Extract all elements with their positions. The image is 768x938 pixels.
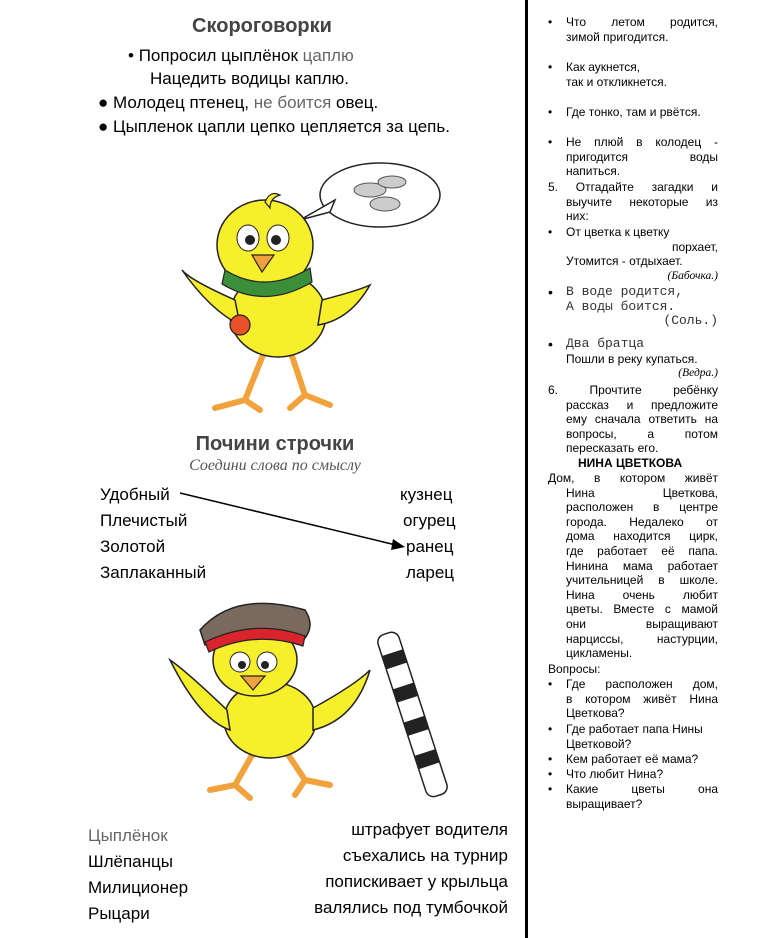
question-5 xyxy=(548,782,718,811)
riddle-3-line2: Пошли в реку купаться. xyxy=(566,351,698,366)
bullet: • xyxy=(128,46,134,65)
riddle-1 xyxy=(548,225,718,283)
question-3 xyxy=(548,752,718,767)
match-right-3: ранец xyxy=(406,537,454,556)
story-line: Нина очень любит xyxy=(566,587,718,602)
task-6-line2: рассказ и предложите xyxy=(566,397,718,412)
page-title: Скороговорки xyxy=(192,15,332,37)
match-left-2: Плечистый xyxy=(100,511,188,530)
riddle-2-answer: (Соль.) xyxy=(663,313,718,329)
twister-1-gray-word: цаплю xyxy=(302,46,354,65)
task-6-line4: вопросы, а потом xyxy=(566,426,718,441)
question-1-line3: Цветкова? xyxy=(566,706,625,721)
story-title: НИНА ЦВЕТКОВА xyxy=(578,456,683,470)
task-5-line2: выучите некоторые из xyxy=(566,194,718,209)
riddle-2-line2: А воды боится. xyxy=(566,298,676,314)
bullet: • xyxy=(548,336,553,352)
riddle-1-line2: порхает, xyxy=(671,239,718,254)
chick-policeman-illustration xyxy=(165,590,475,805)
bullet: • xyxy=(548,60,553,74)
proverb-3 xyxy=(548,105,718,120)
bullet: • xyxy=(548,284,553,300)
column-divider xyxy=(525,0,528,938)
bullet: • xyxy=(548,677,553,691)
bottom-left-1: Цыплёнок xyxy=(88,826,168,845)
question-1-line2: в котором живёт Нина xyxy=(566,691,718,706)
bullet: • xyxy=(548,782,553,796)
bullet: • xyxy=(548,105,553,119)
section-title-fix-lines: Почини строчки xyxy=(195,433,355,455)
question-2-line1: Где работает папа Нины xyxy=(566,722,703,736)
question-3-line1: Кем работает её мама? xyxy=(566,752,699,766)
question-1-line1: Где расположен дом, xyxy=(566,677,718,691)
bottom-right-2: съехались на турнир xyxy=(342,846,508,865)
riddle-3-answer: (Ведра.) xyxy=(678,367,718,380)
story-line: цикламены. xyxy=(566,646,633,661)
bottom-left-3: Милиционер xyxy=(88,878,189,897)
question-4-line1: Что любит Нина? xyxy=(566,767,664,781)
chick-illustration xyxy=(170,160,450,420)
question-2 xyxy=(548,722,718,751)
proverb-4-line2: пригодится воды xyxy=(566,149,718,164)
riddle-3 xyxy=(548,337,718,381)
task-5-line3: них: xyxy=(566,209,589,224)
bottom-left-4: Рыцари xyxy=(88,904,150,923)
task-6-line3: ему сначала ответить на xyxy=(566,412,718,427)
twister-3-text: Цыпленок цапли цепко цепляется за цепь. xyxy=(113,117,450,136)
twister-1-line2: Нацедить водицы каплю. xyxy=(150,69,350,88)
match-left-1: Удобный xyxy=(100,485,170,504)
proverb-4-line3: напиться. xyxy=(566,164,621,179)
question-5-line1: Какие цветы она xyxy=(566,782,718,796)
match-right-1: кузнец xyxy=(400,485,453,504)
bullet: • xyxy=(548,722,553,736)
story-line: нарциссы, настурции, xyxy=(566,631,718,646)
riddle-1-line1: От цветка к цветку xyxy=(566,225,670,239)
bottom-right-1: штрафует водителя xyxy=(351,820,508,839)
bullet: • xyxy=(548,767,553,781)
story-line: Нина Цветкова, xyxy=(566,485,718,500)
riddle-2-line1: В воде родится, xyxy=(566,284,684,299)
task-6-line5: пересказать его. xyxy=(566,441,659,456)
match-left-4: Заплаканный xyxy=(100,563,207,582)
bullet: • xyxy=(548,15,553,29)
question-1 xyxy=(548,677,718,721)
story-line: они выращивают xyxy=(566,616,718,631)
proverb-1-line1: Что летом родится, xyxy=(566,15,718,29)
question-4 xyxy=(548,767,718,782)
section-subtitle: Соедини слова по смыслу xyxy=(189,457,361,474)
right-column xyxy=(548,0,718,938)
story-line: где работает её папа. xyxy=(566,543,718,558)
match-left-3: Золотой xyxy=(100,537,166,556)
story-text xyxy=(548,471,718,661)
story-line: Нинина мама работает xyxy=(566,558,718,573)
bullet: ● xyxy=(98,117,109,136)
proverb-3-line1: Где тонко, там и рвётся. xyxy=(566,105,701,119)
story-line: Дом, в котором живёт xyxy=(548,471,718,485)
story-line: дома находится цирк, xyxy=(566,529,718,544)
twister-2-post: овец. xyxy=(331,93,379,112)
story-line: расположен в центре xyxy=(566,500,718,515)
bottom-right-3: попискивает у крыльца xyxy=(325,872,508,891)
twister-3 xyxy=(98,115,450,138)
bottom-right-4: валялись под тумбочкой xyxy=(314,898,508,917)
bullet: • xyxy=(548,135,553,149)
proverb-1-line2: зимой пригодится. xyxy=(566,29,669,44)
twister-2-pre: Молодец птенец, xyxy=(113,93,254,112)
story-line: учительницей в школе. xyxy=(566,573,718,588)
riddle-1-answer: (Бабочка.) xyxy=(667,269,718,282)
task-5-line1: 5. Отгадайте загадки и xyxy=(548,180,718,194)
match-right-2: огурец xyxy=(403,511,456,530)
question-5-line2: выращивает? xyxy=(566,796,643,811)
task-6 xyxy=(548,383,718,456)
questions-label: Вопросы: xyxy=(548,662,601,676)
proverb-4-line1: Не плюй в колодец - xyxy=(566,135,718,149)
story-line: города. Недалеко от xyxy=(566,514,718,529)
match-arrow xyxy=(175,488,415,558)
task-6-line1: 6. Прочтите ребёнку xyxy=(548,383,718,397)
proverb-2-line2: так и откликнется. xyxy=(566,74,667,89)
twister-2 xyxy=(98,91,378,114)
proverb-2-line1: Как аукнется, xyxy=(566,60,641,74)
riddle-3-line1: Два братца xyxy=(566,336,645,351)
riddle-1-line3: Утомится - отдыхает. xyxy=(566,254,683,269)
task-5 xyxy=(548,180,718,224)
bullet: ● xyxy=(98,93,109,112)
twister-1-line1: Попросил цыплёнок xyxy=(138,46,303,65)
twister-2-gray: не боится xyxy=(253,93,332,112)
twister-1 xyxy=(128,44,354,67)
bullet: • xyxy=(548,225,553,239)
story-line: цветы. Вместе с мамой xyxy=(566,602,718,617)
proverb-1 xyxy=(548,15,718,44)
bottom-left-2: Шлёпанцы xyxy=(88,852,173,871)
match-right-4: ларец xyxy=(406,563,455,582)
question-2-line2: Цветковой? xyxy=(566,736,632,751)
proverb-2 xyxy=(548,60,718,89)
proverb-4 xyxy=(548,135,718,179)
riddle-2 xyxy=(548,285,718,329)
bullet: • xyxy=(548,752,553,766)
